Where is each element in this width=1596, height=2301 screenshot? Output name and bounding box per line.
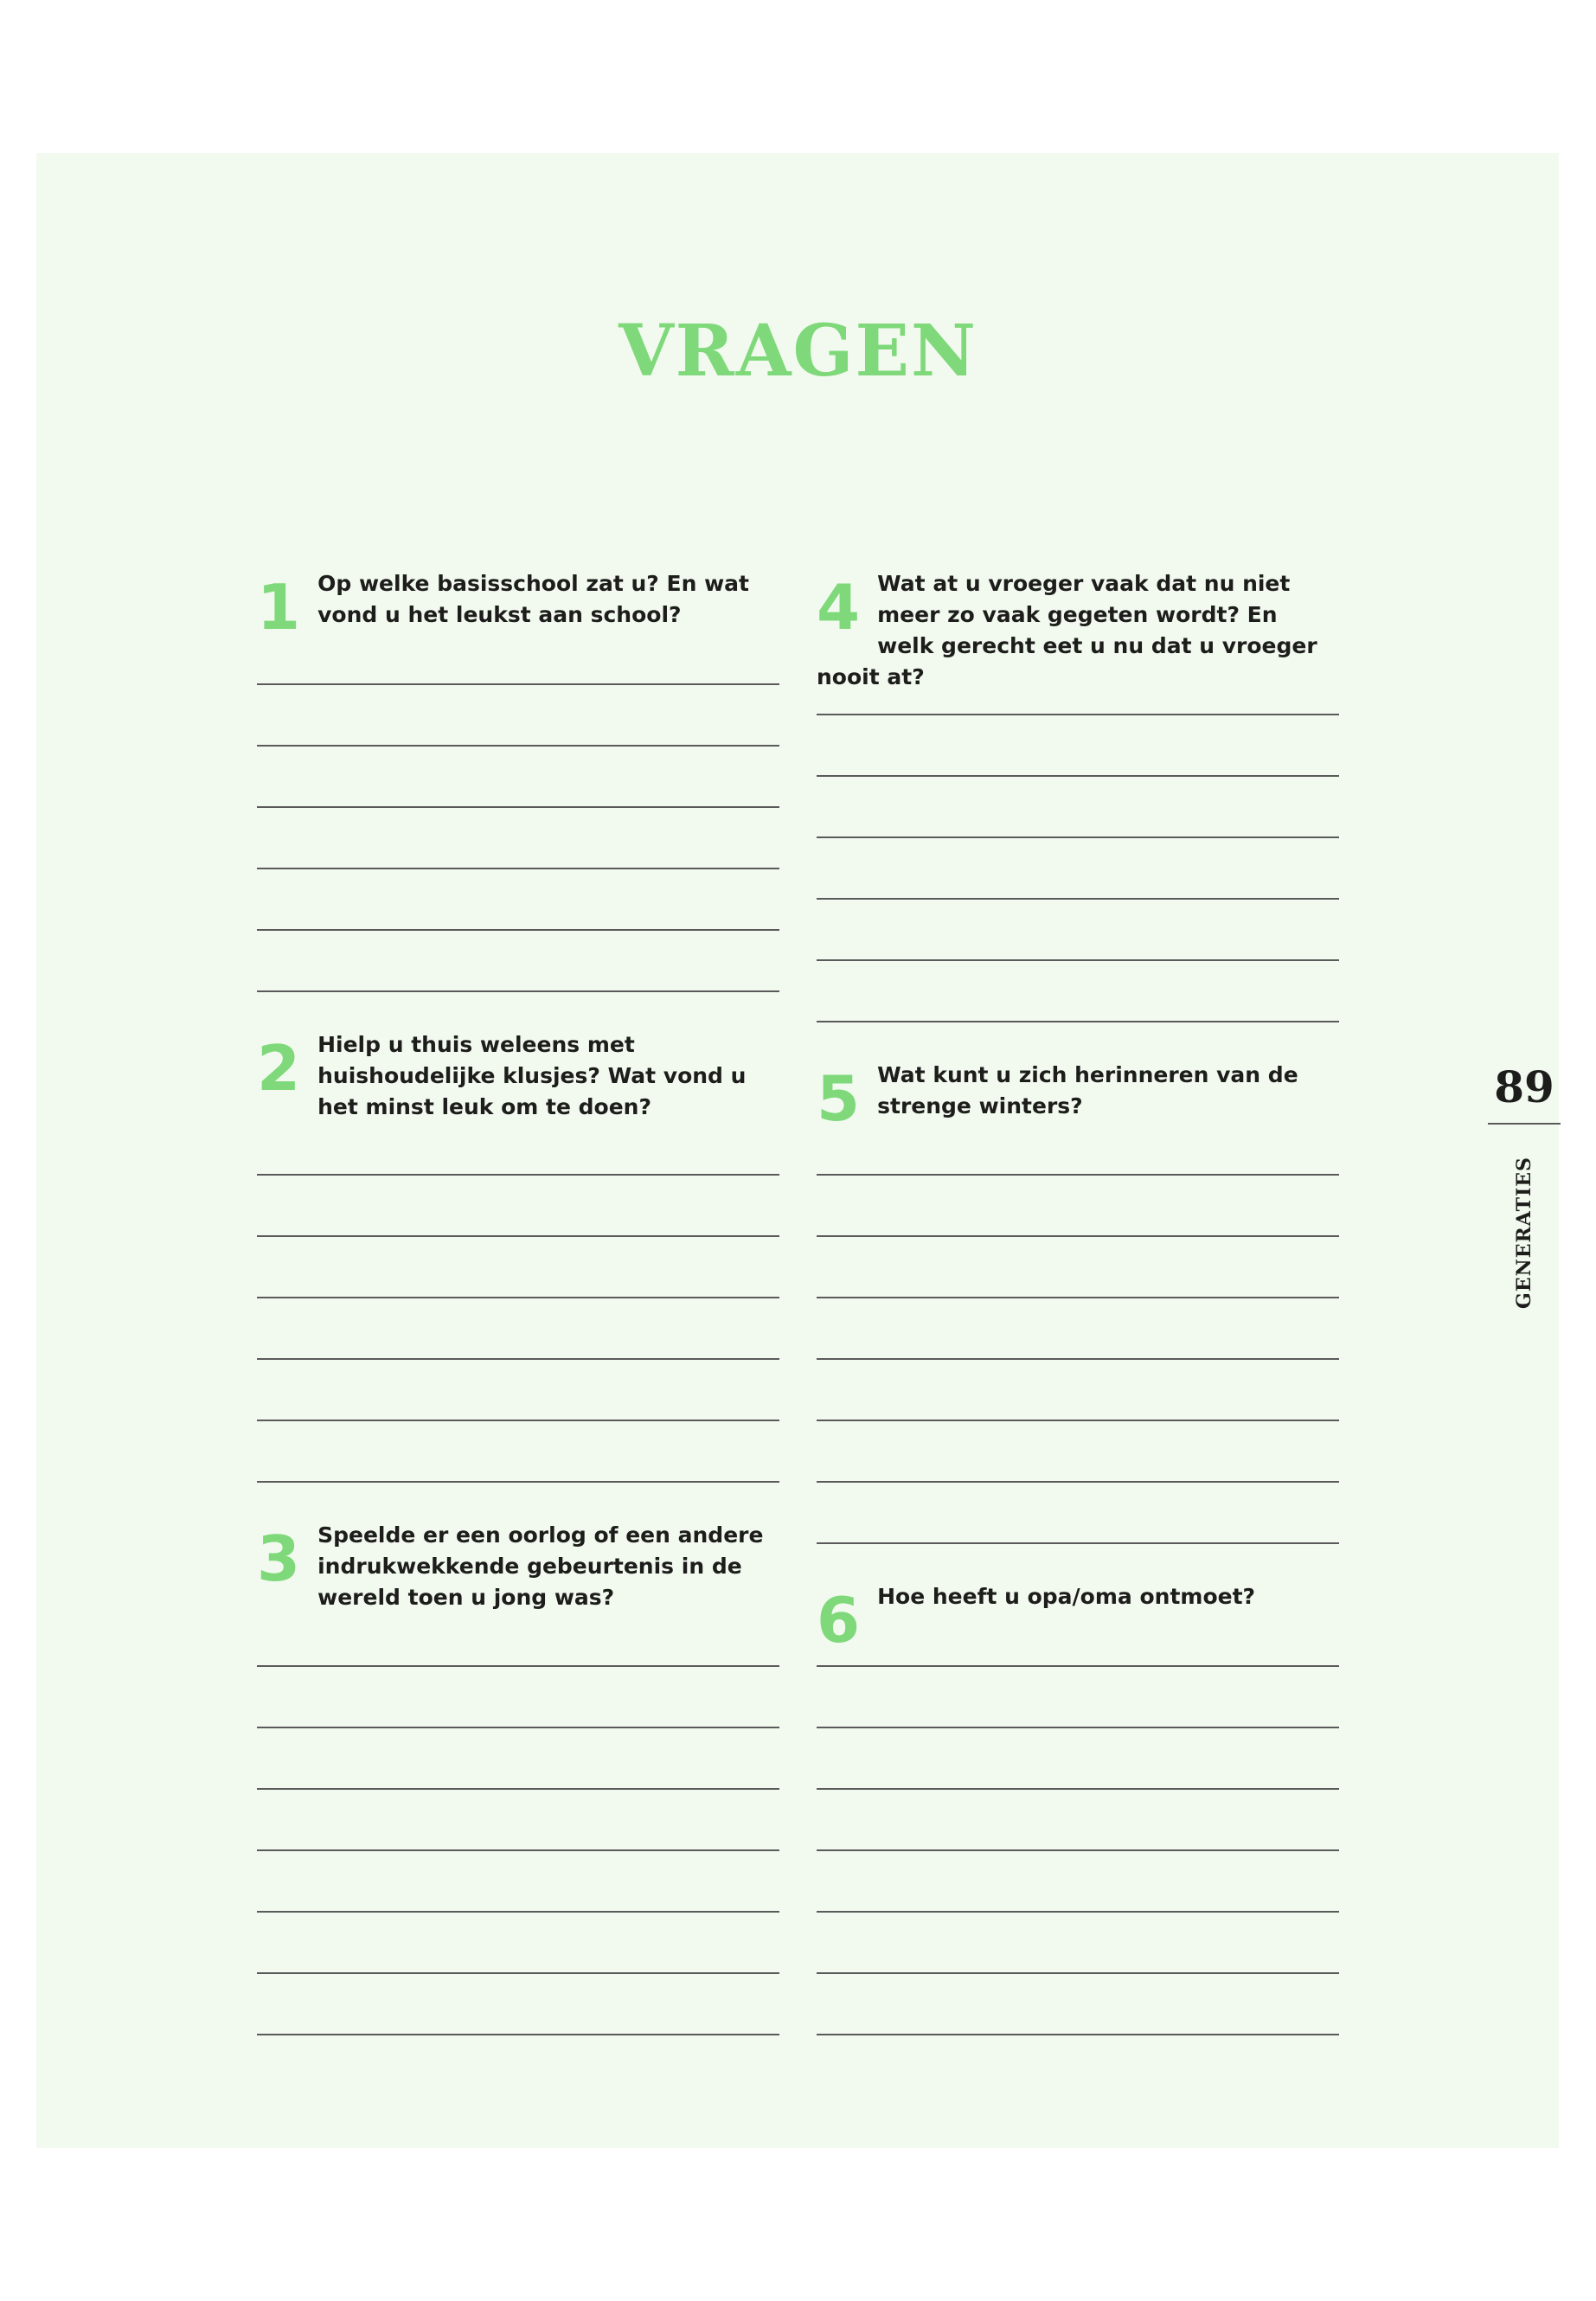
answer-line[interactable]	[257, 1481, 779, 1483]
answer-line[interactable]	[817, 1665, 1339, 1667]
answer-line[interactable]	[817, 898, 1339, 900]
question-number: 4	[817, 571, 861, 644]
answer-line[interactable]	[257, 868, 779, 869]
section-label: GENERATIES	[1513, 1157, 1535, 1309]
answer-line[interactable]	[817, 1420, 1339, 1421]
answer-line[interactable]	[257, 2034, 779, 2035]
answer-line[interactable]	[257, 806, 779, 808]
question-number: 1	[257, 571, 301, 644]
answer-line[interactable]	[817, 1542, 1339, 1544]
question-number: 3	[257, 1522, 301, 1595]
answer-line[interactable]	[257, 1297, 779, 1298]
answer-line[interactable]	[257, 1911, 779, 1913]
answer-line[interactable]	[817, 1727, 1339, 1728]
answer-line[interactable]	[257, 1665, 779, 1667]
folio	[1488, 1061, 1561, 1125]
answer-line[interactable]	[257, 1358, 779, 1360]
question-text: Wat at u vroeger vaak dat nu niet meer zo vaak gegeten wordt? En welk gerecht eet u nu dat u vroeger nooit at?	[817, 571, 1317, 689]
page-number: 89	[1494, 1061, 1554, 1112]
answer-line[interactable]	[817, 1972, 1339, 1974]
folio-divider	[1488, 1123, 1561, 1125]
answer-line[interactable]	[817, 775, 1339, 777]
question-1	[257, 568, 779, 644]
answer-line[interactable]	[257, 1727, 779, 1728]
answer-line[interactable]	[257, 990, 779, 992]
answer-line[interactable]	[817, 1849, 1339, 1851]
question-text: Wat kunt u zich herinneren van de strenge winters?	[877, 1062, 1298, 1118]
answer-line[interactable]	[257, 745, 779, 747]
answer-line[interactable]	[817, 836, 1339, 838]
answer-line[interactable]	[257, 1420, 779, 1421]
answer-line[interactable]	[817, 1021, 1339, 1022]
question-4	[817, 568, 1339, 693]
question-number: 2	[257, 1032, 301, 1105]
question-6-text-block	[817, 1581, 1339, 1657]
answer-line[interactable]	[257, 1788, 779, 1790]
answer-line[interactable]	[817, 1174, 1339, 1176]
answer-line[interactable]	[817, 1788, 1339, 1790]
question-text: Hoe heeft u opa/oma ontmoet?	[877, 1584, 1256, 1609]
answer-line[interactable]	[257, 1174, 779, 1176]
answer-line[interactable]	[257, 1849, 779, 1851]
answer-line[interactable]	[817, 1358, 1339, 1360]
question-6	[817, 1581, 1339, 1657]
answer-line[interactable]	[817, 1481, 1339, 1483]
question-5-text-block	[817, 1060, 1339, 1135]
question-2-text-block	[257, 1029, 779, 1123]
answer-line[interactable]	[257, 683, 779, 685]
answer-line[interactable]	[257, 1235, 779, 1237]
answer-line[interactable]	[817, 714, 1339, 715]
question-text: Op welke basisschool zat u? En wat vond u het leukst aan school?	[317, 571, 749, 627]
answer-line[interactable]	[817, 1235, 1339, 1237]
question-text: Hielp u thuis weleens met huishoudelijke klusjes? Wat vond u het minst leuk om te doen?	[317, 1032, 747, 1119]
answer-line[interactable]	[817, 959, 1339, 961]
answer-line[interactable]	[257, 1972, 779, 1974]
question-5	[817, 1060, 1339, 1135]
question-3	[257, 1520, 779, 1613]
answer-line[interactable]	[817, 1911, 1339, 1913]
question-1-text-block	[257, 568, 779, 644]
question-number: 6	[817, 1584, 861, 1657]
question-4-text-block	[817, 568, 1339, 693]
question-text: Speelde er een oorlog of een andere indrukwekkende gebeurtenis in de wereld toen u jong was?	[317, 1522, 764, 1610]
answer-line[interactable]	[817, 1297, 1339, 1298]
answer-line[interactable]	[817, 2034, 1339, 2035]
page-title: VRAGEN	[619, 310, 977, 393]
question-2	[257, 1029, 779, 1123]
question-3-text-block	[257, 1520, 779, 1613]
question-number: 5	[817, 1062, 861, 1135]
answer-line[interactable]	[257, 929, 779, 931]
